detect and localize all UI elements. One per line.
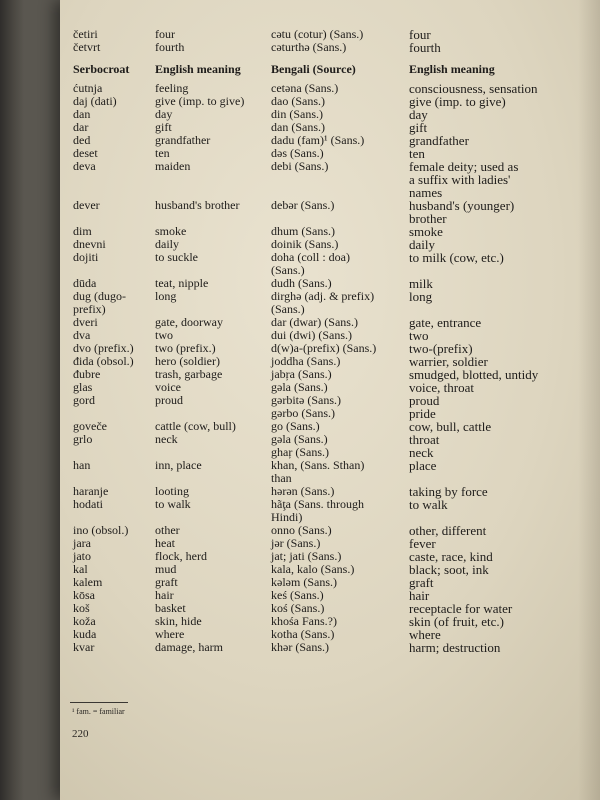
- cell-line: keś (Sans.): [271, 588, 324, 602]
- cell-line: kotha (Sans.): [271, 627, 335, 641]
- cell-c1: [73, 498, 155, 511]
- cell-line: proud: [409, 393, 440, 408]
- cell-line: smoke: [155, 224, 187, 238]
- cell-line: voice: [155, 380, 181, 394]
- cell-line: two-(prefix): [409, 341, 473, 356]
- cell-line: than: [271, 471, 292, 485]
- footnote: ¹ fam. = familiar: [72, 707, 125, 716]
- table-row: [73, 459, 533, 485]
- cell-line: dao (Sans.): [271, 94, 325, 108]
- cell-line: ćutnja: [73, 81, 103, 95]
- cell-line: hãţa (Sans. through: [271, 497, 364, 511]
- cell-line: koža: [73, 614, 96, 628]
- cell-line: daily: [409, 237, 435, 252]
- cell-line: jato: [73, 549, 91, 563]
- cell-line: jara: [73, 536, 91, 550]
- cell-c1: [73, 433, 155, 446]
- cell-line: onno (Sans.): [271, 523, 332, 537]
- cell-line: dug (dugo-: [73, 289, 126, 303]
- cell-line: day: [155, 107, 173, 121]
- cell-line: ded: [73, 133, 91, 147]
- cell-line: where: [409, 627, 441, 642]
- cell-line: khan, (Sans. Sthan): [271, 458, 365, 472]
- cell-c2: [155, 41, 271, 54]
- cell-line: two: [155, 328, 173, 342]
- cell-line: haranje: [73, 484, 109, 498]
- cell-line: neck: [155, 432, 178, 446]
- cell-line: dudh (Sans.): [271, 276, 332, 290]
- footnote-divider: [70, 702, 128, 703]
- cell-c2: [155, 641, 271, 654]
- cell-c1: [73, 459, 155, 472]
- cell-line: to walk: [155, 497, 191, 511]
- cell-line: four: [155, 27, 175, 41]
- cell-line: (Sans.): [271, 263, 305, 277]
- cell-c2: [155, 108, 271, 121]
- cell-line: brother: [409, 211, 447, 226]
- cell-c4: [409, 134, 559, 147]
- cell-c4: [409, 251, 559, 264]
- cell-line: jat; jati (Sans.): [271, 549, 342, 563]
- cell-line: joddha (Sans.): [271, 354, 341, 368]
- cell-c1: [73, 199, 155, 212]
- cell-c1: [73, 41, 155, 54]
- cell-line: where: [155, 627, 185, 641]
- cell-line: doha (coll : doa): [271, 250, 350, 264]
- cell-c3: [271, 641, 409, 654]
- cell-line: dar: [73, 120, 89, 134]
- cell-line: gate, entrance: [409, 315, 482, 330]
- cell-line: kvar: [73, 640, 95, 654]
- cell-line: cetəna (Sans.): [271, 81, 339, 95]
- cell-line: give (imp. to give): [409, 94, 506, 109]
- cell-line: Hindi): [271, 510, 303, 524]
- cell-line: daj (dati): [73, 94, 117, 108]
- cell-line: teat, nipple: [155, 276, 209, 290]
- cell-line: hair: [409, 588, 430, 603]
- cell-c4: [409, 316, 559, 329]
- cell-line: place: [409, 458, 437, 473]
- cell-line: kala, kalo (Sans.): [271, 562, 355, 576]
- cell-line: basket: [155, 601, 186, 615]
- cell-line: ghaŗ (Sans.): [271, 445, 329, 459]
- cell-line: caste, race, kind: [409, 549, 493, 564]
- cell-line: kal: [73, 562, 88, 576]
- cell-line: smudged, blotted, untidy: [409, 367, 539, 382]
- cell-line: debər (Sans.): [271, 198, 335, 212]
- cell-line: gərbo (Sans.): [271, 406, 335, 420]
- cell-line: hero (soldier): [155, 354, 220, 368]
- cell-line: black; soot, ink: [409, 562, 489, 577]
- cell-line: glas: [73, 380, 93, 394]
- cell-line: goveče: [73, 419, 107, 433]
- cell-c4: [409, 41, 559, 54]
- cell-line: dirghə (adj. & prefix): [271, 289, 375, 303]
- cell-line: d(w)a-(prefix) (Sans.): [271, 341, 377, 355]
- cell-line: deva: [73, 159, 96, 173]
- cell-line: cəturthə (Sans.): [271, 40, 347, 54]
- cell-line: throat: [409, 432, 440, 447]
- cell-line: to suckle: [155, 250, 198, 264]
- cell-line: long: [409, 289, 433, 304]
- cell-line: female deity; used as: [409, 159, 519, 174]
- cell-c2: [155, 199, 271, 212]
- cell-line: dveri: [73, 315, 98, 329]
- cell-line: proud: [155, 393, 183, 407]
- cell-c1: [73, 394, 155, 407]
- cell-line: husband's (younger): [409, 198, 515, 213]
- cell-line: grandfather: [155, 133, 211, 147]
- cell-line: kələm (Sans.): [271, 575, 337, 589]
- cell-c4: [409, 108, 559, 121]
- cell-line: graft: [409, 575, 434, 590]
- cell-c4: [409, 641, 559, 654]
- cell-line: hodati: [73, 497, 103, 511]
- cell-c2: [155, 160, 271, 173]
- word-table: [73, 27, 539, 655]
- cell-line: deset: [73, 146, 98, 160]
- cell-c3: [271, 251, 409, 277]
- cell-c4: [409, 459, 559, 472]
- cell-line: voice, throat: [409, 380, 474, 395]
- cell-line: other, different: [409, 523, 487, 538]
- cell-line: khər (Sans.): [271, 640, 329, 654]
- cell-line: two: [409, 328, 429, 343]
- cell-line: gəla (Sans.): [271, 432, 328, 446]
- cell-line: dim: [73, 224, 92, 238]
- cell-line: grlo: [73, 432, 93, 446]
- cell-line: receptacle for water: [409, 601, 513, 616]
- cell-c4: [409, 160, 559, 199]
- cell-line: consciousness, sensation: [409, 81, 538, 96]
- cell-line: četvrt: [73, 40, 101, 54]
- cell-line: milk: [409, 276, 433, 291]
- cell-line: dojiti: [73, 250, 99, 264]
- cell-line: day: [409, 107, 428, 122]
- cell-line: flock, herd: [155, 549, 207, 563]
- cell-line: dūda: [73, 276, 97, 290]
- cell-line: names: [409, 185, 443, 200]
- cell-line: han: [73, 458, 91, 472]
- cell-line: long: [155, 289, 177, 303]
- cell-line: khośa Fans.?): [271, 614, 337, 628]
- cell-line: gift: [155, 120, 172, 134]
- cell-line: dui (dwi) (Sans.): [271, 328, 352, 342]
- cell-c4: [409, 95, 559, 108]
- cell-line: four: [409, 27, 431, 42]
- cell-line: dva: [73, 328, 91, 342]
- cell-line: neck: [409, 445, 434, 460]
- table-row: [73, 199, 533, 225]
- page-number: 220: [72, 728, 89, 740]
- cell-line: gate, doorway: [155, 315, 223, 329]
- cell-c4: [409, 290, 559, 303]
- cell-line: grandfather: [409, 133, 469, 148]
- cell-line: trash, garbage: [155, 367, 223, 381]
- cell-line: fever: [409, 536, 436, 551]
- cell-line: inn, place: [155, 458, 202, 472]
- header-col4: English meaning: [409, 62, 495, 76]
- cell-line: feeling: [155, 81, 189, 95]
- cell-line: dar (dwar) (Sans.): [271, 315, 358, 329]
- cell-c1: [73, 641, 155, 654]
- cell-line: gift: [409, 120, 428, 135]
- cell-line: dan (Sans.): [271, 120, 325, 134]
- cell-line: dəs (Sans.): [271, 146, 324, 160]
- cell-c4: [409, 498, 559, 511]
- cell-line: prefix): [73, 302, 106, 316]
- header-col1: Serbocroat: [73, 62, 130, 76]
- table-row: [73, 290, 533, 316]
- header-col3: Bengali (Source): [271, 62, 356, 76]
- cell-line: đubre: [73, 367, 101, 381]
- cell-line: dhum (Sans.): [271, 224, 335, 238]
- cell-line: din (Sans.): [271, 107, 323, 121]
- header-col2: English meaning: [155, 62, 241, 76]
- cell-line: harm; destruction: [409, 640, 501, 655]
- table-row: [73, 160, 533, 199]
- cell-c3: [271, 160, 409, 173]
- cell-c1: [73, 160, 155, 173]
- cell-line: dan: [73, 107, 91, 121]
- cell-line: dadu (fam)¹ (Sans.): [271, 133, 365, 147]
- table-row: [73, 498, 533, 524]
- cell-line: other: [155, 523, 180, 537]
- cell-line: husband's brother: [155, 198, 240, 212]
- cell-line: kalem: [73, 575, 103, 589]
- cell-line: ten: [409, 146, 425, 161]
- cell-line: graft: [155, 575, 178, 589]
- cell-line: looting: [155, 484, 190, 498]
- table-header: [73, 63, 533, 79]
- cell-line: hair: [155, 588, 174, 602]
- cell-line: warrier, soldier: [409, 354, 488, 369]
- table-row: [73, 641, 533, 654]
- cell-line: ino (obsol.): [73, 523, 129, 537]
- cell-line: kōsa: [73, 588, 95, 602]
- cell-line: heat: [155, 536, 175, 550]
- cell-line: skin, hide: [155, 614, 202, 628]
- cell-line: maiden: [155, 159, 191, 173]
- cell-c3: [271, 199, 409, 212]
- cell-c3: [271, 498, 409, 524]
- cell-line: taking by force: [409, 484, 488, 499]
- cell-c1: [73, 251, 155, 264]
- cell-line: cow, bull, cattle: [409, 419, 492, 434]
- cell-c1: [73, 290, 155, 316]
- cell-line: skin (of fruit, etc.): [409, 614, 504, 629]
- cell-line: koś (Sans.): [271, 601, 325, 615]
- cell-c2: [155, 251, 271, 264]
- cell-c3: [271, 459, 409, 485]
- cell-c2: [155, 95, 271, 108]
- cell-line: (Sans.): [271, 302, 305, 316]
- cell-line: dnevni: [73, 237, 106, 251]
- cell-line: gord: [73, 393, 95, 407]
- cell-line: hərən (Sans.): [271, 484, 335, 498]
- cell-line: to walk: [409, 497, 448, 512]
- cell-c2: [155, 498, 271, 511]
- cell-line: to milk (cow, etc.): [409, 250, 504, 265]
- cell-line: jabŗa (Sans.): [271, 367, 332, 381]
- table-row: [73, 251, 533, 277]
- cell-c3: [271, 290, 409, 316]
- cell-line: đida (obsol.): [73, 354, 134, 368]
- cell-line: kuda: [73, 627, 97, 641]
- cell-c2: [155, 433, 271, 446]
- cell-line: ten: [155, 146, 170, 160]
- cell-c2: [155, 394, 271, 407]
- cell-line: give (imp. to give): [155, 94, 245, 108]
- top-row: [73, 41, 533, 54]
- cell-line: doinik (Sans.): [271, 237, 339, 251]
- cell-line: go (Sans.): [271, 419, 320, 433]
- cell-line: koš: [73, 601, 90, 615]
- cell-line: pride: [409, 406, 436, 421]
- cell-line: debi (Sans.): [271, 159, 329, 173]
- cell-c2: [155, 134, 271, 147]
- cell-line: gəla (Sans.): [271, 380, 328, 394]
- cell-line: gərbitə (Sans.): [271, 393, 341, 407]
- cell-line: fourth: [155, 40, 185, 54]
- cell-c4: [409, 199, 559, 225]
- cell-line: mud: [155, 562, 177, 576]
- cell-c3: [271, 41, 409, 54]
- cell-line: smoke: [409, 224, 443, 239]
- cell-line: cətu (cotur) (Sans.): [271, 27, 364, 41]
- cell-line: fourth: [409, 40, 441, 55]
- cell-line: četiri: [73, 27, 98, 41]
- cell-line: dever: [73, 198, 100, 212]
- cell-line: two (prefix.): [155, 341, 216, 355]
- cell-c2: [155, 459, 271, 472]
- cell-line: daily: [155, 237, 179, 251]
- page-shadow: [578, 0, 600, 800]
- cell-line: jər (Sans.): [271, 536, 321, 550]
- cell-c4: [409, 576, 559, 589]
- cell-c2: [155, 290, 271, 303]
- cell-line: a suffix with ladies': [409, 172, 511, 187]
- cell-line: cattle (cow, bull): [155, 419, 236, 433]
- cell-line: dvo (prefix.): [73, 341, 134, 355]
- cell-line: damage, harm: [155, 640, 223, 654]
